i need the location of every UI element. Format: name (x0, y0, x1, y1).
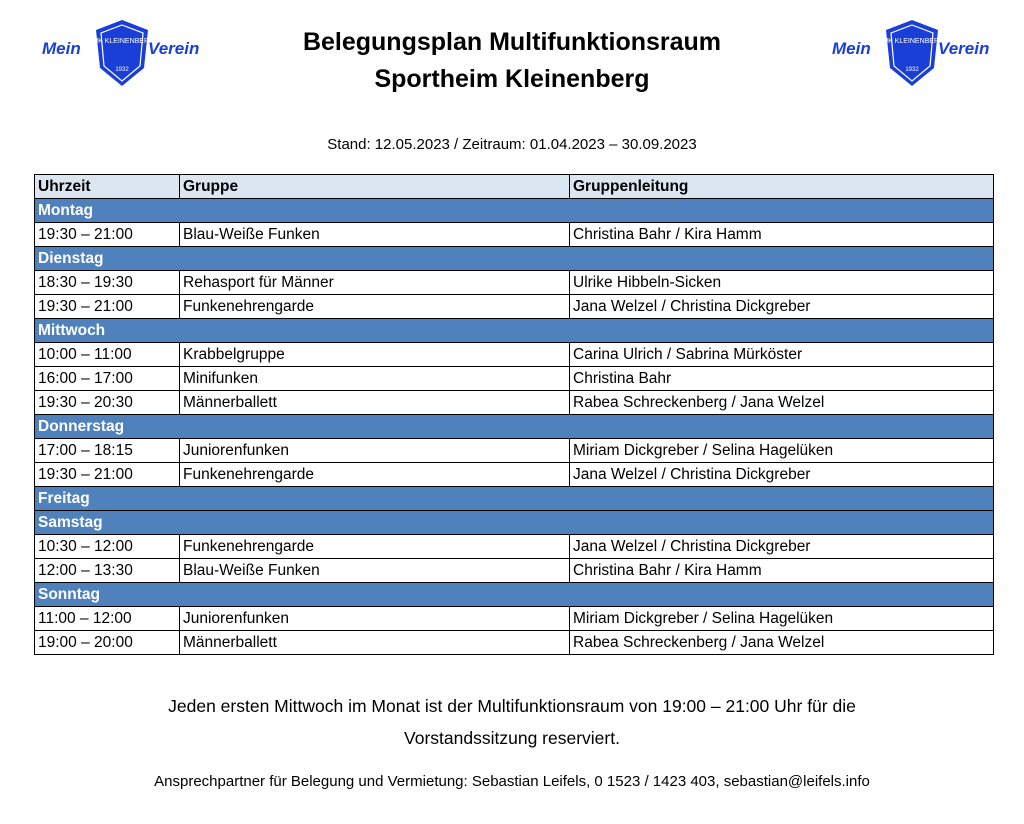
table-body (35, 199, 994, 655)
day-row (35, 247, 994, 271)
group-cell: Blau-Weiße Funken (180, 223, 570, 247)
time-cell: 18:30 – 19:30 (35, 271, 180, 295)
table-header (35, 175, 994, 199)
day-row (35, 511, 994, 535)
time-cell: 10:30 – 12:00 (35, 535, 180, 559)
logo-word-left: Mein (42, 39, 81, 58)
header-leader: Gruppenleitung (570, 175, 994, 199)
logo-ring-text: DJK KLEINENBERG (879, 38, 945, 45)
group-cell: Männerballett (180, 391, 570, 415)
table-row (35, 223, 994, 247)
day-label: Mittwoch (35, 319, 994, 343)
logo-year: 1932 (905, 67, 919, 73)
group-cell: Funkenehrengarde (180, 535, 570, 559)
leader-cell: Miriam Dickgreber / Selina Hagelüken (570, 607, 994, 631)
schedule-table (34, 174, 994, 655)
title-line-2: Sportheim Kleinenberg (374, 65, 650, 93)
leader-cell: Christina Bahr / Kira Hamm (570, 559, 994, 583)
logo-word-left: Mein (832, 39, 871, 58)
leader-cell: Miriam Dickgreber / Selina Hagelüken (570, 439, 994, 463)
leader-cell: Jana Welzel / Christina Dickgreber (570, 535, 994, 559)
day-row (35, 583, 994, 607)
reservation-note (0, 690, 1024, 754)
time-cell: 17:00 – 18:15 (35, 439, 180, 463)
table-row (35, 631, 994, 655)
table-row (35, 535, 994, 559)
time-cell: 19:00 – 20:00 (35, 631, 180, 655)
logo-year: 1932 (115, 67, 129, 73)
leader-cell: Christina Bahr (570, 367, 994, 391)
time-cell: 16:00 – 17:00 (35, 367, 180, 391)
time-cell: 12:00 – 13:30 (35, 559, 180, 583)
time-cell: 10:00 – 11:00 (35, 343, 180, 367)
group-cell: Funkenehrengarde (180, 295, 570, 319)
time-cell: 19:30 – 21:00 (35, 223, 180, 247)
note-line-1: Jeden ersten Mittwoch im Monat ist der Multifunktionsraum von 19:00 – 21:00 Uhr für die (168, 696, 856, 716)
table-row (35, 607, 994, 631)
table-row (35, 559, 994, 583)
logo-word-right: Verein (148, 39, 200, 58)
time-cell: 19:30 – 20:30 (35, 391, 180, 415)
group-cell: Funkenehrengarde (180, 463, 570, 487)
day-label: Dienstag (35, 247, 994, 271)
date-range-subtitle: Stand: 12.05.2023 / Zeitraum: 01.04.2023 – 30.09.2023 (327, 136, 697, 153)
leader-cell: Ulrike Hibbeln-Sicken (570, 271, 994, 295)
day-row (35, 415, 994, 439)
table-row (35, 391, 994, 415)
page-title (0, 24, 1024, 98)
title-line-1: Belegungsplan Multifunktionsraum (302, 28, 722, 56)
group-cell: Blau-Weiße Funken (180, 559, 570, 583)
day-label: Freitag (35, 487, 994, 511)
table-row (35, 439, 994, 463)
day-row (35, 199, 994, 223)
group-cell: Männerballett (180, 631, 570, 655)
table-row (35, 367, 994, 391)
header-group: Gruppe (180, 175, 570, 199)
day-label: Samstag (35, 511, 994, 535)
table-row (35, 343, 994, 367)
group-cell: Juniorenfunken (180, 607, 570, 631)
leader-cell: Jana Welzel / Christina Dickgreber (570, 463, 994, 487)
day-label: Sonntag (35, 583, 994, 607)
day-label: Donnerstag (35, 415, 994, 439)
logo-word-right: Verein (938, 39, 990, 58)
group-cell: Minifunken (180, 367, 570, 391)
contact-line: Ansprechpartner für Belegung und Vermietung: Sebastian Leifels, 0 1523 / 1423 403, sebastian@leifels.info (154, 773, 870, 790)
logo-ring-text: DJK KLEINENBERG (89, 38, 155, 45)
leader-cell: Christina Bahr / Kira Hamm (570, 223, 994, 247)
leader-cell: Carina Ulrich / Sabrina Mürköster (570, 343, 994, 367)
group-cell: Rehasport für Männer (180, 271, 570, 295)
header-time: Uhrzeit (35, 175, 180, 199)
leader-cell: Rabea Schreckenberg / Jana Welzel (570, 631, 994, 655)
day-row (35, 319, 994, 343)
day-row (35, 487, 994, 511)
leader-cell: Rabea Schreckenberg / Jana Welzel (570, 391, 994, 415)
time-cell: 19:30 – 21:00 (35, 463, 180, 487)
table-row (35, 463, 994, 487)
time-cell: 11:00 – 12:00 (35, 607, 180, 631)
day-label: Montag (35, 199, 994, 223)
group-cell: Juniorenfunken (180, 439, 570, 463)
time-cell: 19:30 – 21:00 (35, 295, 180, 319)
leader-cell: Jana Welzel / Christina Dickgreber (570, 295, 994, 319)
group-cell: Krabbelgruppe (180, 343, 570, 367)
table-row (35, 295, 994, 319)
table-row (35, 271, 994, 295)
note-line-2: Vorstandssitzung reserviert. (404, 728, 620, 748)
